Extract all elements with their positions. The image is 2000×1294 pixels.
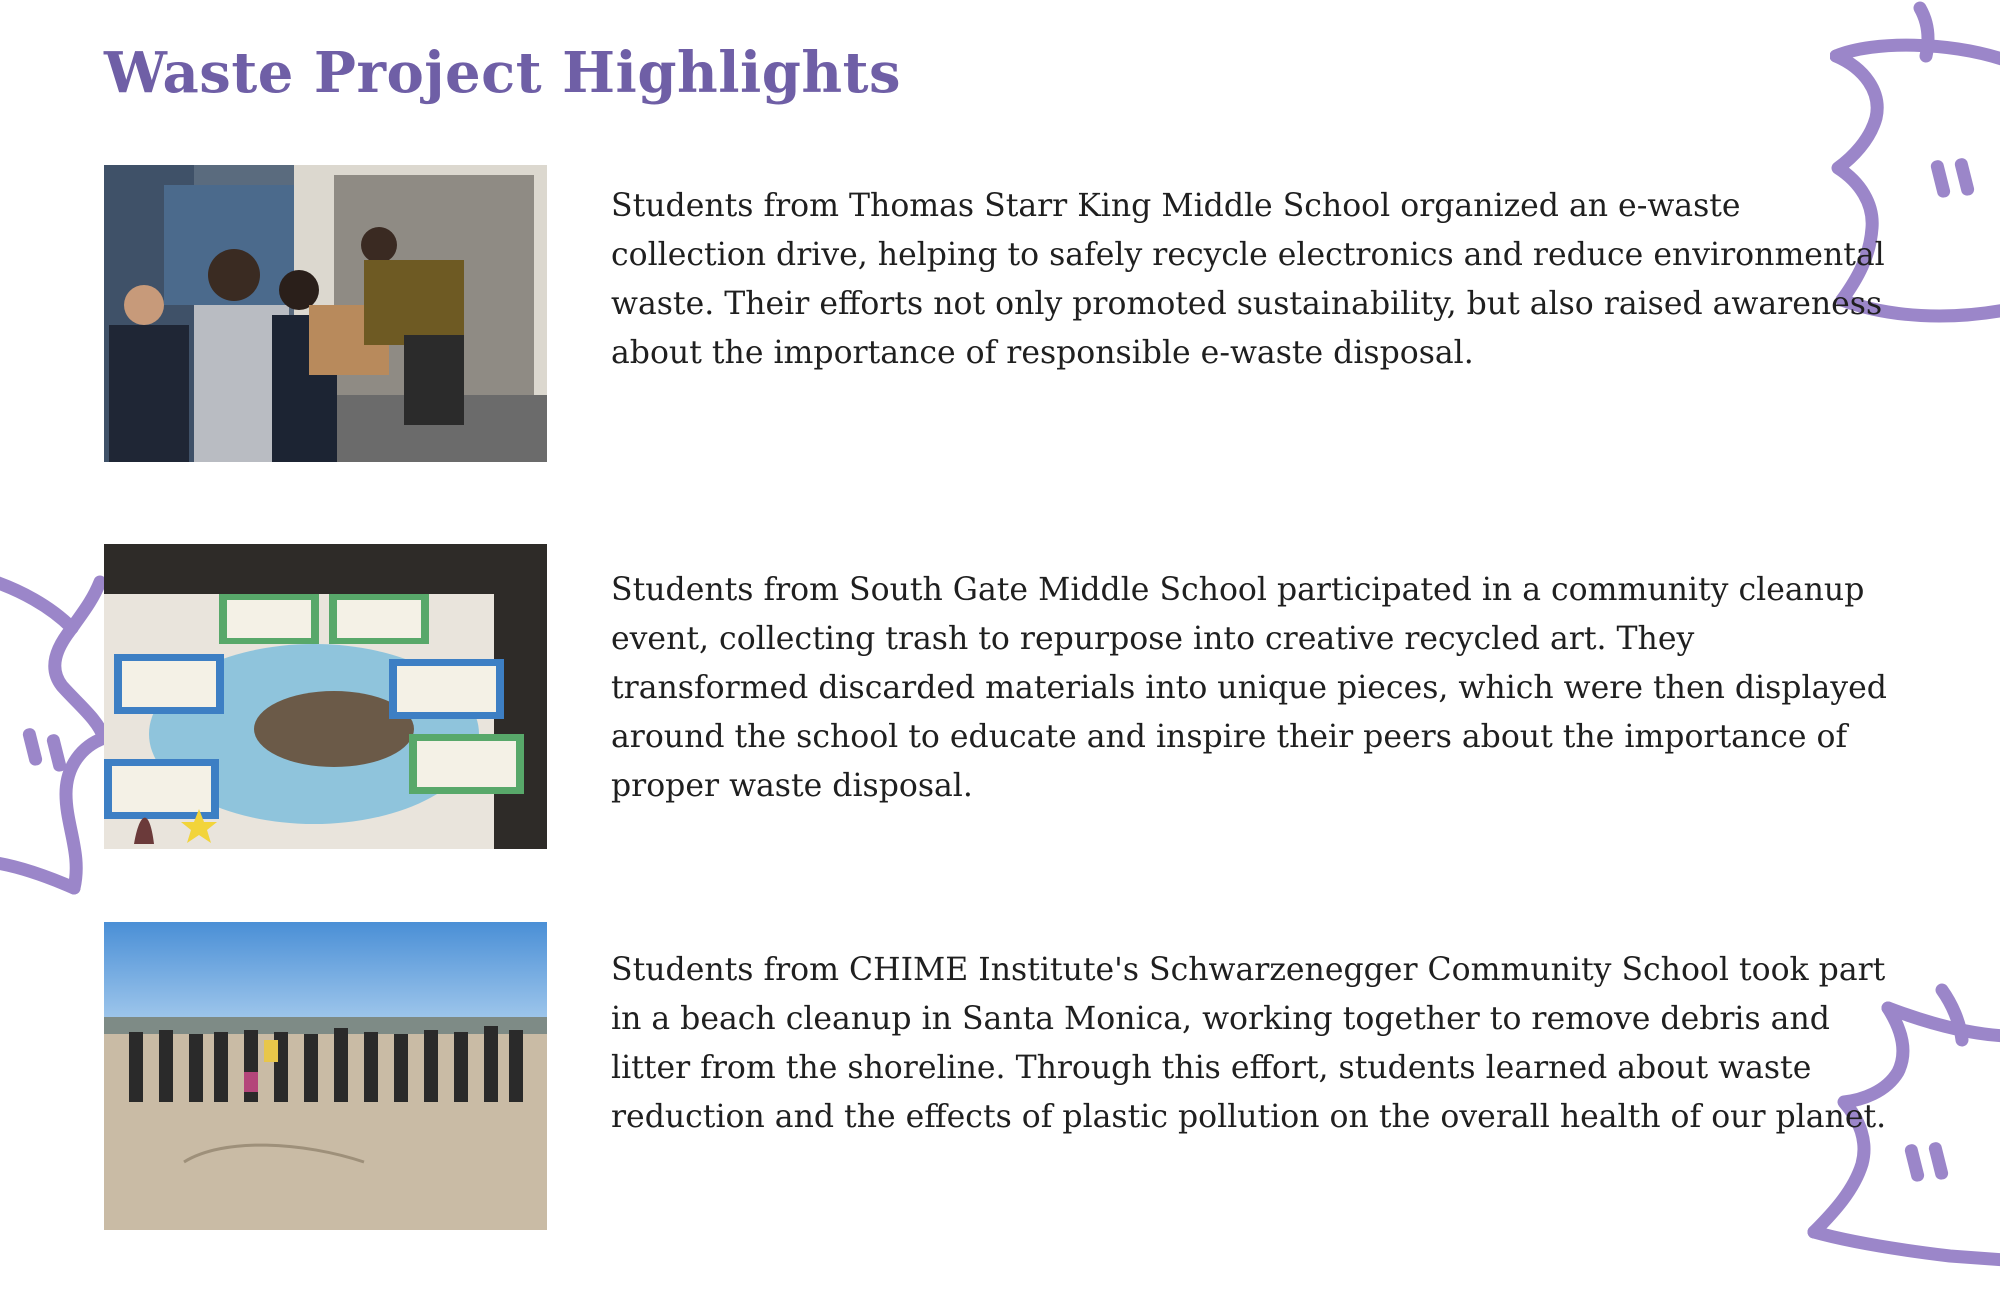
highlight-text: Students from South Gate Middle School participated in a community cleanup event, collecting trash to repurpose into creative recycled art. They transformed discarded materials into unique pieces, which were then displayed around the school to educate and inspire their peers about the importance of proper waste disposal. (611, 572, 1887, 804)
page-title: Waste Project Highlights (104, 40, 902, 106)
recycled-art-photo (104, 544, 547, 849)
ewaste-drive-photo (104, 165, 547, 462)
highlight-text: Students from CHIME Institute's Schwarzenegger Community School took part in a beach cleanup in Santa Monica, working together to remove debris and litter from the shoreline. Through this effort, students learned about waste reduction and the effects of plastic pollution on the overall health of our planet. (611, 952, 1887, 1135)
beach-cleanup-photo (104, 922, 547, 1230)
highlight-text: Students from Thomas Starr King Middle School organized an e-waste collection drive, helping to safely recycle electronics and reduce environmental waste. Their efforts not only promoted sustainability, but also raised awareness about the importance of responsible e-waste disposal. (611, 188, 1885, 371)
apple-core-icon (0, 570, 115, 915)
